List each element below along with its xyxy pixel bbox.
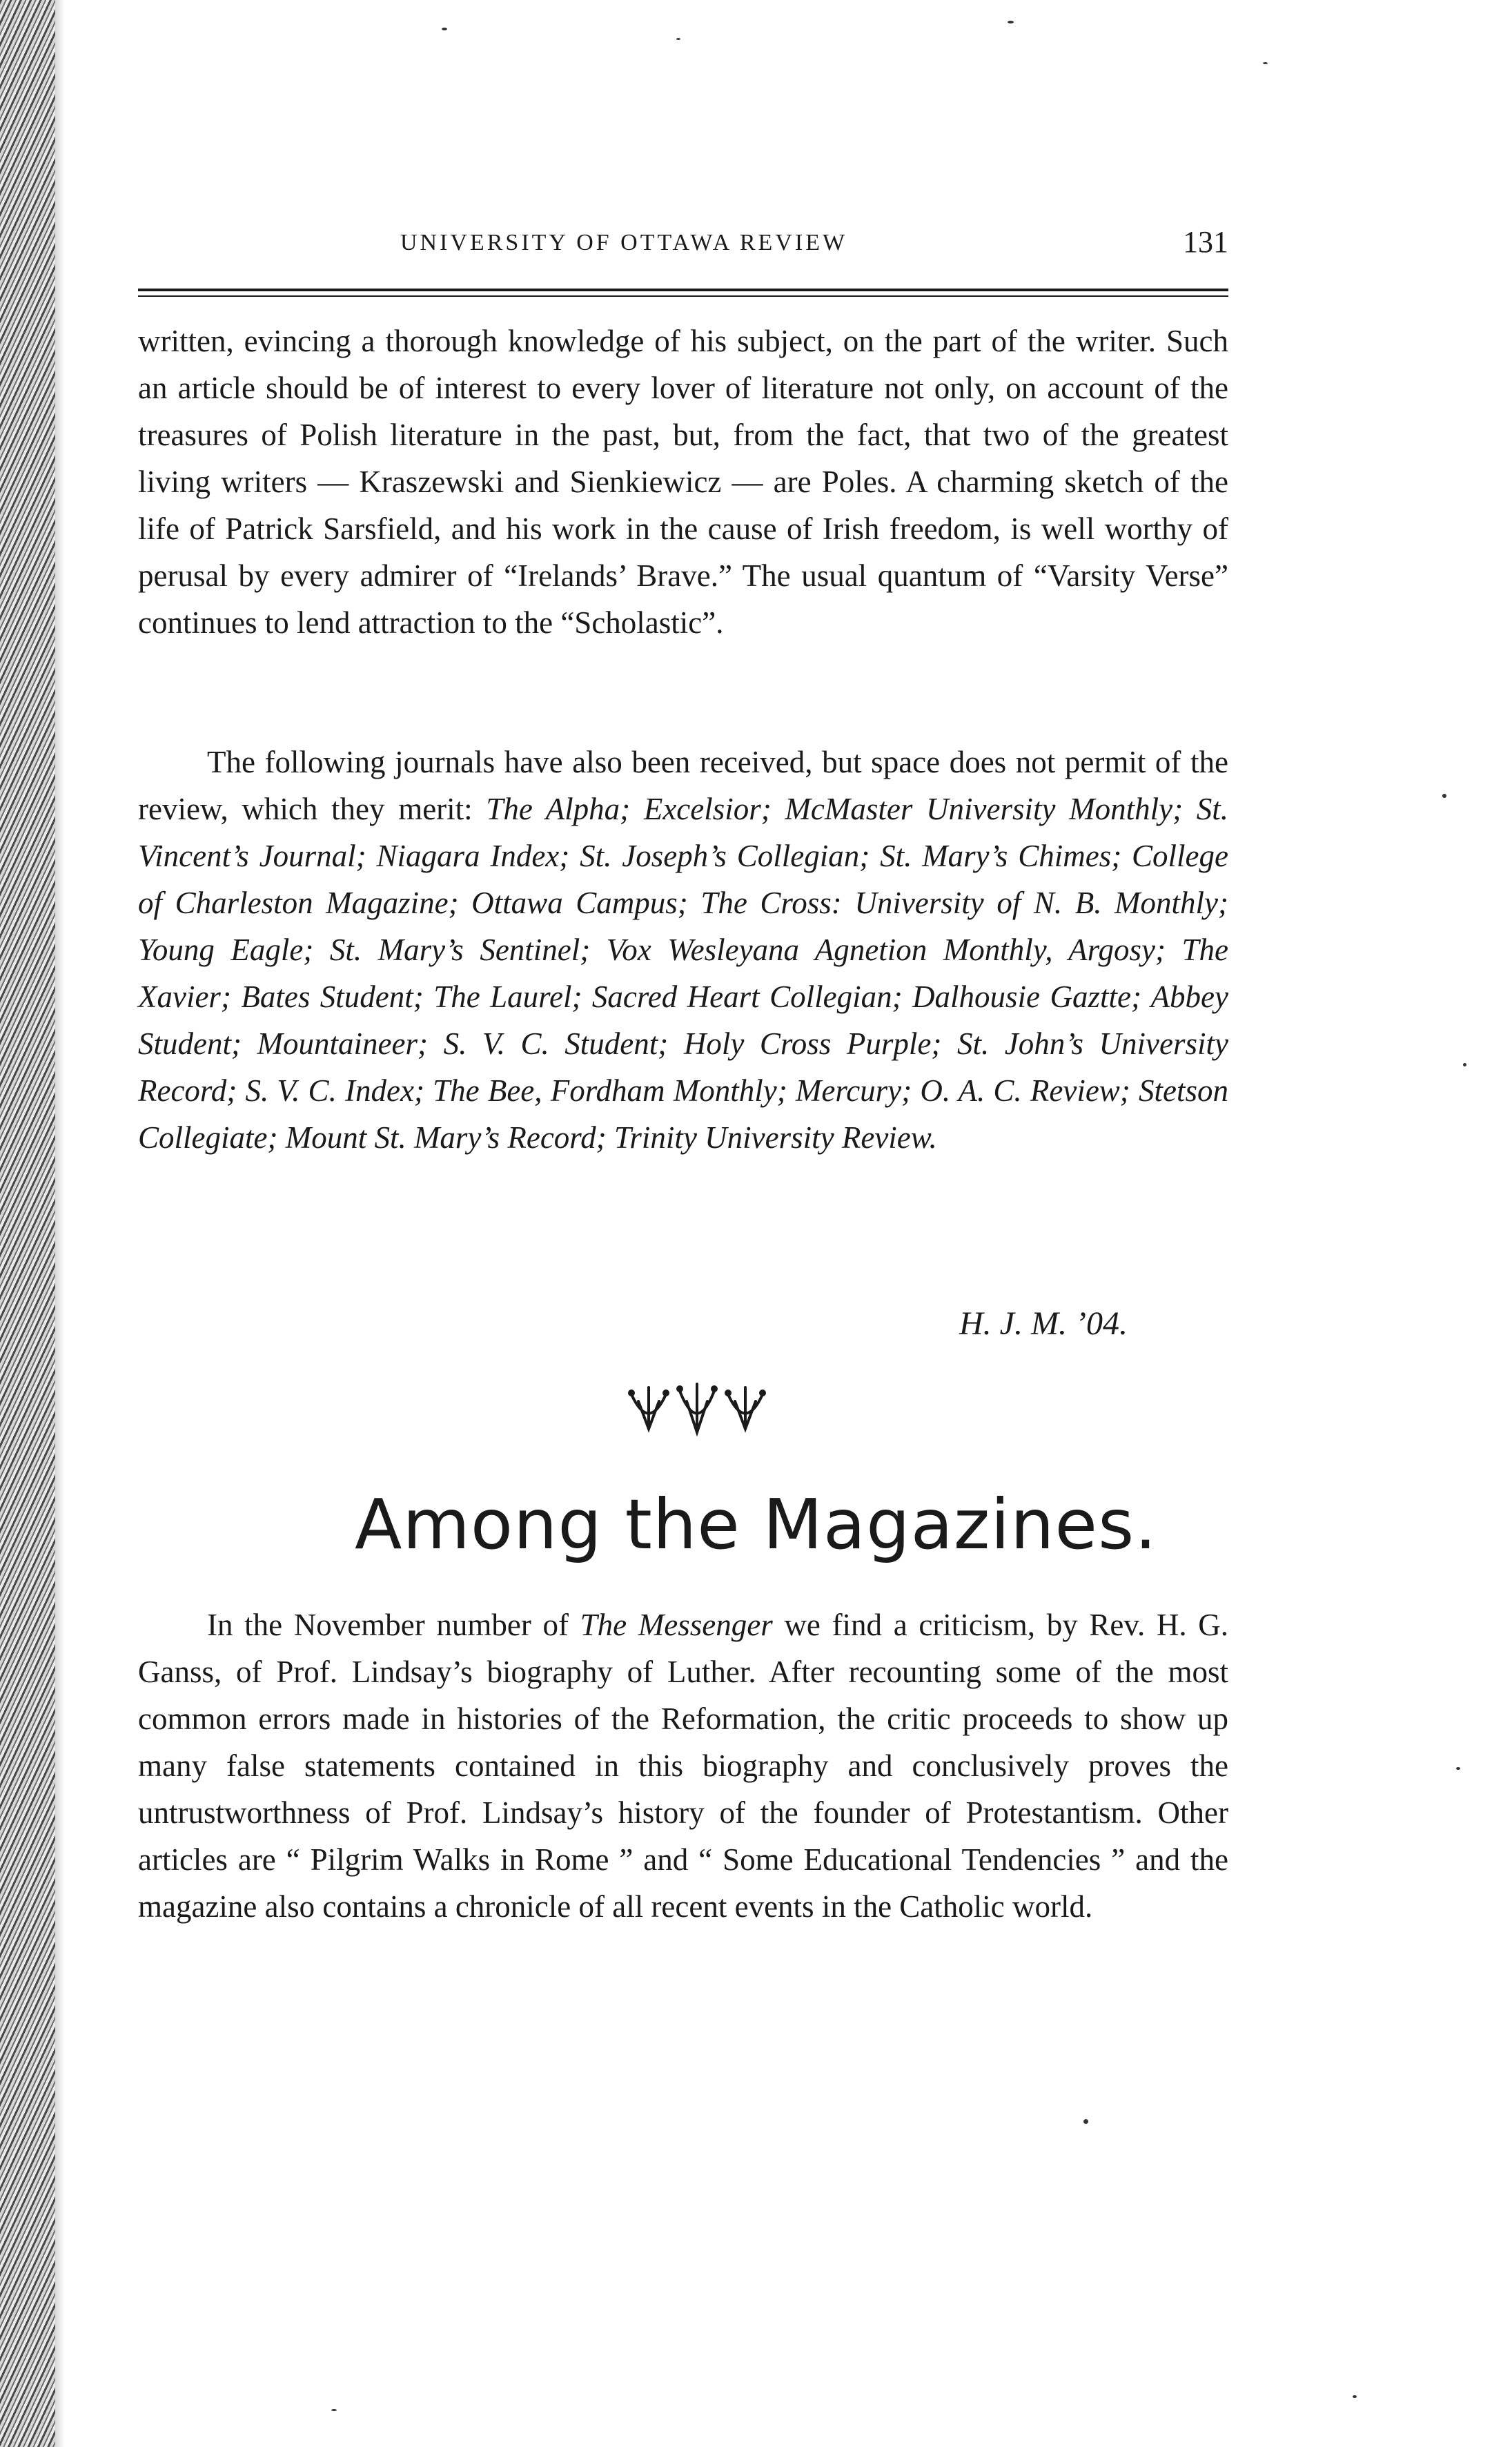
scan-speck: [1263, 62, 1268, 64]
author-signature: H. J. M. ’04.: [959, 1305, 1128, 1342]
page-number: 131: [1183, 225, 1228, 259]
article-paragraph-journals: [138, 739, 1228, 1161]
paragraph-text: written, evincing a thorough knowledge of his subject, on the part of the writer. Such an article should be of interest to every lover of literature not only, on account of the treasures of Polish literature in the past, but, from the fact, that two of the greatest living writers — Kraszewski and Sienkiewicz — are Poles. A charming sketch of the life of Patrick Sarsfield, and his work in the cause of Irish freedom, is well worthy of perusal by every admirer of “Irelands’ Brave.” The usual quantum of “Varsity Verse” continues to lend attraction to the “Scholastic”.: [138, 324, 1228, 640]
running-head: UNIVERSITY OF OTTAWA REVIEW: [400, 230, 848, 255]
scan-binding-edge: [0, 0, 55, 2447]
magazine-title: The Messenger: [580, 1608, 773, 1642]
scan-speck: [1456, 1767, 1460, 1770]
header-rule: [138, 289, 1228, 291]
scan-speck: [1008, 21, 1014, 23]
section-title: Among the Magazines.: [355, 1484, 1157, 1565]
journals-lead-text: The following journals have also been received, but space does not permit of the review, which they merit:: [138, 745, 1228, 826]
journals-list: The Alpha; Excelsior; McMaster University Monthly; St. Vincent’s Journal; Niagara Index; St. Joseph’s Collegian; St. Mary’s Chimes; College of Charleston Magazine; Ottawa Campus; The Cross: University of N. B. Monthly; Young Eagle; St. Mary’s Sentinel; Vox Wesleyana Agnetion Monthly, Argosy; The Xavier; Bates Student; The Laurel; Sacred Heart Collegian; Dalhousie Gaztte; Abbey Student; Mountaineer; S. V. C. Student; Holy Cross Purple; St. John’s University Record; S. V. C. Index; The Bee, Fordham Monthly; Mercury; O. A. C. Review; Stetson Collegiate; Mount St. Mary’s Record; Trinity University Review.: [138, 792, 1228, 1155]
header-rule-thin: [138, 295, 1228, 297]
section-lead-text: In the November number of: [207, 1608, 569, 1642]
section-paragraph: [138, 1601, 1228, 1930]
section-rest-text: we find a criticism, by Rev. H. G. Ganss, of Prof. Lindsay’s biography of Luther. After recounting some of the most common errors made in histories of the Reformation, the critic proceeds to show up many false statements contained in this biography and conclusively proves the untrustworthness of Prof. Lindsay’s history of the founder of Protestantism. Other articles are “ Pilgrim Walks in Rome ” and “ Some Educational Tendencies ” and the magazine also contains a chronicle of all recent events in the Catholic world.: [138, 1608, 1229, 1924]
journals-paragraph: [138, 739, 1228, 1161]
scan-speck: [676, 38, 680, 40]
section-paragraph-text: [138, 1601, 1228, 1930]
page-header: [138, 224, 1228, 266]
article-paragraph-continued: [138, 318, 1228, 646]
scan-speck: [442, 28, 447, 30]
scan-speck: [1353, 2395, 1357, 2398]
scan-speck: [1442, 794, 1446, 798]
scan-speck: [1083, 2119, 1088, 2124]
scan-speck: [1463, 1063, 1466, 1066]
scan-speck: [331, 2409, 337, 2411]
floral-ornament-icon: [618, 1374, 776, 1443]
